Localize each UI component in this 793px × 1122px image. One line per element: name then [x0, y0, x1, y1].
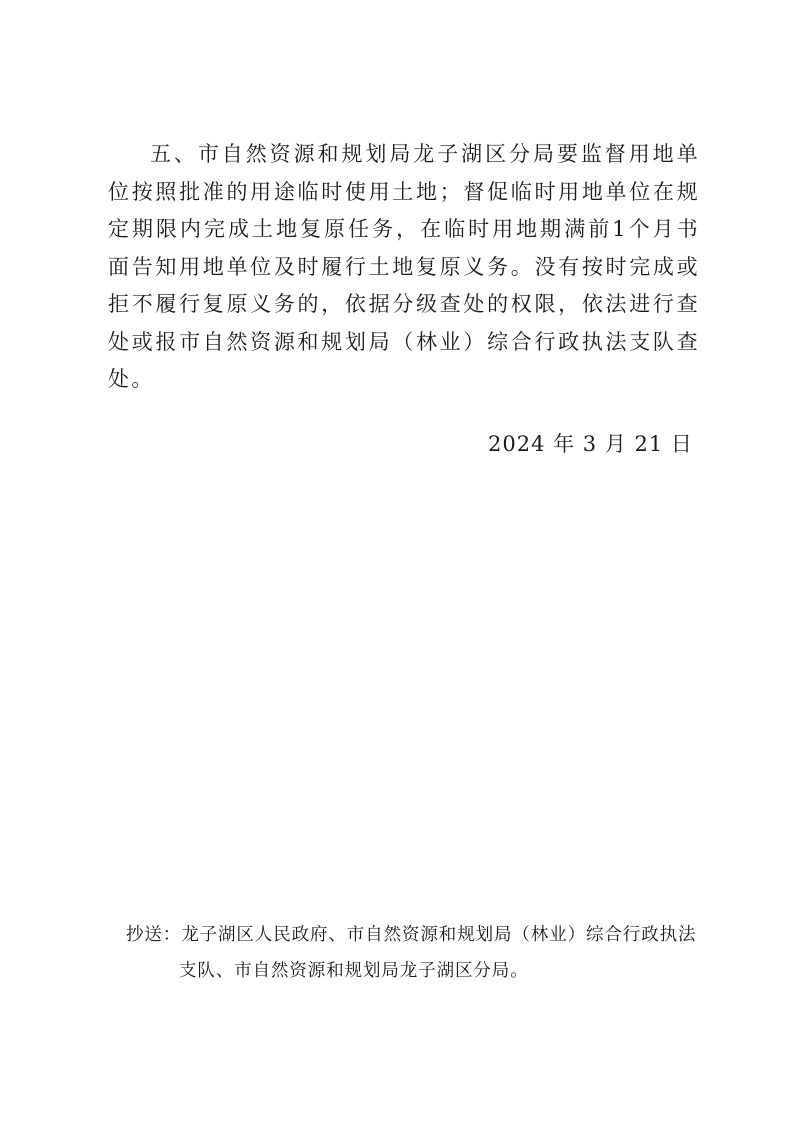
body-paragraph: 五、市自然资源和规划局龙子湖区分局要监督用地单位按照批准的用途临时使用土地；督促临时用地单位在规定期限内完成土地复原任务，在临时用地期满前1个月书面告知用地单位及时履行土地复原义务。没有按时完成或拒不履行复原义务的，依据分级查处的权限，依法进行查处或报市自然资源和规划局（林业）综合行政执法支队查处。 [108, 142, 700, 391]
cc-section [126, 917, 706, 989]
cc-recipients-line1: 龙子湖区人民政府、市自然资源和规划局（林业）综合行政执法 [181, 925, 697, 945]
cc-recipients-line2: 支队、市自然资源和规划局龙子湖区分局。 [179, 961, 529, 981]
cc-label: 抄送： [126, 925, 182, 945]
issue-date: 2024 年 3 月 21 日 [488, 432, 693, 456]
cc-first-line [126, 917, 706, 953]
